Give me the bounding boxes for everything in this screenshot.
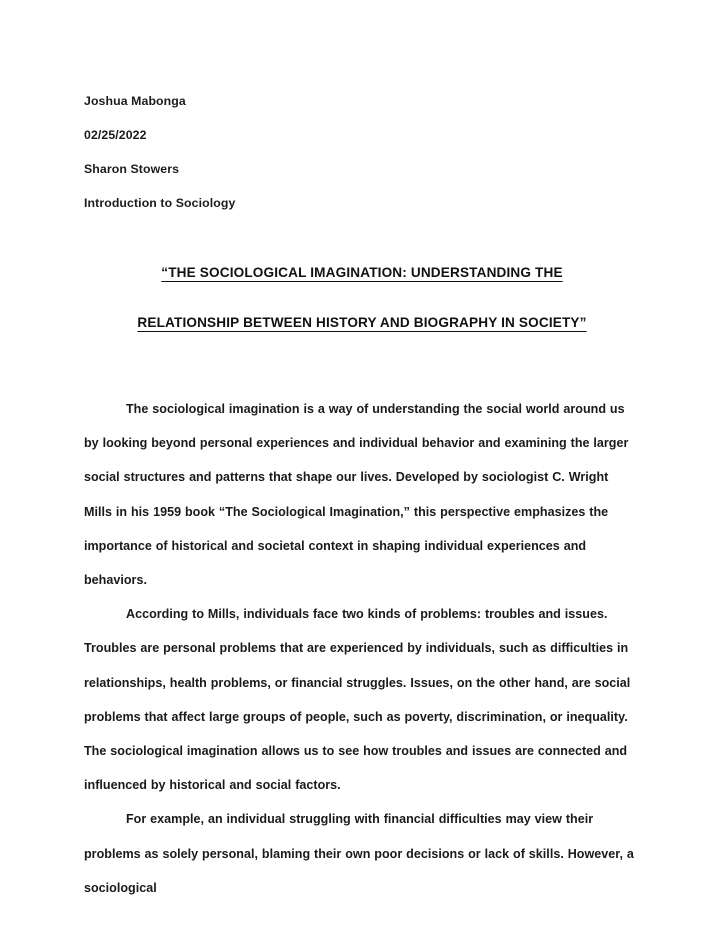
document-heading-block: [84, 0, 640, 220]
course-name: Introduction to Sociology: [84, 196, 236, 210]
body-paragraph: For example, an individual struggling with financial difficulties may view their problems as solely personal, blaming their own poor decisions or lack of skills. However, a sociological: [84, 812, 634, 895]
document-title-line-1: “THE SOCIOLOGICAL IMAGINATION: UNDERSTANDING THE: [161, 265, 563, 280]
author-name: Joshua Mabonga: [84, 94, 186, 108]
instructor-name: Sharon Stowers: [84, 162, 180, 176]
document-body: [84, 392, 640, 905]
body-paragraph: According to Mills, individuals face two kinds of problems: troubles and issues. Troubles are personal problems that are experienced by individuals, such as difficulties in relationships, health problems, or financial struggles. Issues, on the other hand, are social problems that affect large groups of people, such as poverty, discrimination, or inequality. The sociological imagination allows us to see how troubles and issues are connected and influenced by historical and social factors.: [84, 607, 631, 793]
date: 02/25/2022: [84, 128, 147, 142]
body-paragraph: The sociological imagination is a way of understanding the social world around us by looking beyond personal experiences and individual behavior and examining the larger social structures and patterns that shape our lives. Developed by sociologist C. Wright Mills in his 1959 book “The Sociological Imagination,” this perspective emphasizes the importance of historical and societal context in shaping individual experiences and behaviors.: [84, 402, 629, 588]
document-content: [84, 0, 640, 905]
document-title-line-2: RELATIONSHIP BETWEEN HISTORY AND BIOGRAPHY IN SOCIETY”: [137, 315, 587, 330]
document-title: [84, 248, 640, 348]
